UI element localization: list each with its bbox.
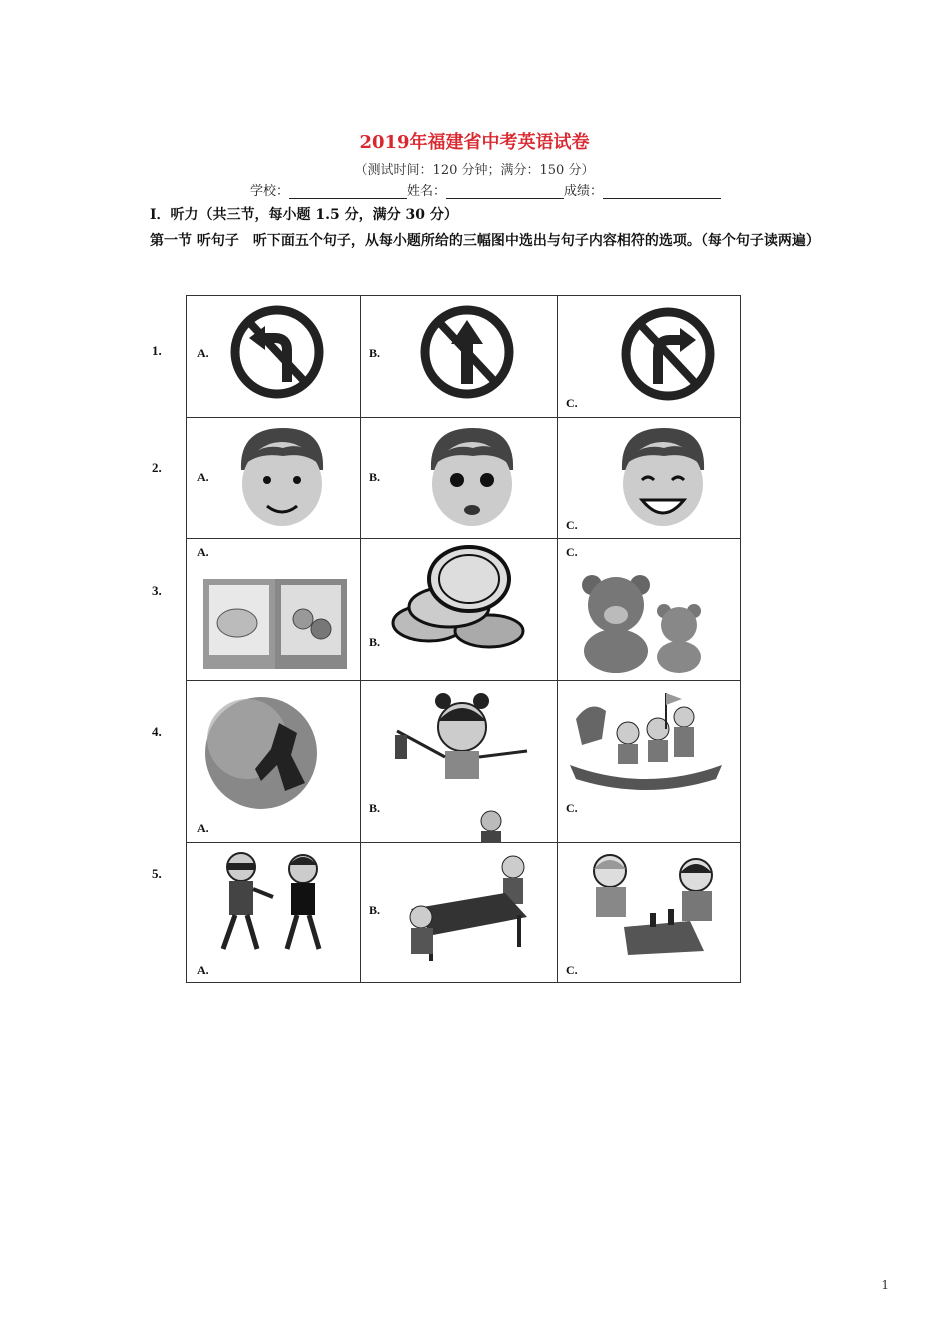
school-label: 学校：	[250, 184, 290, 199]
option-cell-2c	[558, 418, 741, 539]
no-left-turn-sign-icon	[227, 302, 327, 402]
option-label: A.	[197, 963, 209, 977]
option-cell-2b	[361, 418, 558, 539]
spring-festival-girl-icon	[387, 691, 537, 791]
score-label: 成绩：	[564, 184, 604, 199]
option-label: B.	[369, 903, 381, 917]
option-cell-4b	[361, 681, 558, 843]
question-number-1: 1.	[152, 343, 162, 358]
no-straight-sign-icon	[417, 302, 517, 402]
question-number-3: 3.	[152, 583, 162, 598]
boy-face-grin-icon	[608, 422, 718, 534]
option-cell-2a	[187, 418, 361, 539]
option-cell-4a	[187, 681, 361, 843]
no-right-turn-sign-icon	[618, 304, 718, 404]
option-cell-1c	[558, 296, 741, 418]
option-cell-3b	[361, 539, 558, 681]
stamps-icon	[203, 579, 347, 669]
option-label: A.	[197, 346, 209, 360]
option-cell-1a	[187, 296, 361, 418]
option-cell-3a	[187, 539, 361, 681]
section-heading: Ⅰ．听力（共三节，每小题 1.5 分，满分 30 分）	[150, 207, 458, 223]
option-label: A.	[197, 545, 209, 559]
dragon-boat-icon	[566, 689, 726, 797]
name-blank	[446, 186, 564, 199]
student-info-line	[250, 180, 721, 199]
option-label: C.	[566, 518, 578, 532]
exam-subtitle: （测试时间：120 分钟；满分：150 分）	[354, 163, 595, 178]
option-label: B.	[369, 346, 381, 360]
name-label: 姓名：	[407, 184, 447, 199]
chess-children-icon	[580, 851, 730, 959]
option-label: B.	[369, 635, 381, 649]
option-cell-5a	[187, 843, 361, 983]
option-cell-5b	[361, 843, 558, 983]
option-cell-4c	[558, 681, 741, 843]
option-label: A.	[197, 821, 209, 835]
teddy-bears-icon	[572, 569, 718, 673]
option-label: A.	[197, 470, 209, 484]
table-row	[187, 681, 741, 843]
blindfold-game-icon	[207, 849, 337, 955]
boy-face-surprised-icon	[417, 422, 527, 534]
coins-icon	[389, 543, 539, 651]
table-tennis-icon	[401, 853, 537, 969]
option-label: C.	[566, 801, 578, 815]
school-blank	[289, 186, 407, 199]
table-row	[187, 539, 741, 681]
option-cell-1b	[361, 296, 558, 418]
option-cell-3c	[558, 539, 741, 681]
question-number-2: 2.	[152, 460, 162, 475]
option-label: C.	[566, 545, 578, 559]
score-blank	[603, 186, 721, 199]
page-number: 1	[881, 1278, 889, 1292]
page-title: 2019年福建省中考英语试卷	[359, 132, 590, 153]
option-label: C.	[566, 396, 578, 410]
question-number-4: 4.	[152, 724, 162, 739]
option-label: B.	[369, 470, 381, 484]
question-table	[186, 295, 741, 983]
child-figure-icon	[453, 809, 513, 843]
moon-festival-icon	[201, 693, 337, 809]
option-label: C.	[566, 963, 578, 977]
table-row	[187, 843, 741, 983]
option-label: B.	[369, 801, 381, 815]
option-cell-5c	[558, 843, 741, 983]
section-instruction: 第一节 听句子 听下面五个句子，从每小题所给的三幅图中选出与句子内容相符的选项。（每个句子读两遍）	[150, 233, 820, 249]
boy-face-smile-icon	[227, 422, 337, 534]
table-row	[187, 418, 741, 539]
table-row	[187, 296, 741, 418]
question-number-5: 5.	[152, 866, 162, 881]
